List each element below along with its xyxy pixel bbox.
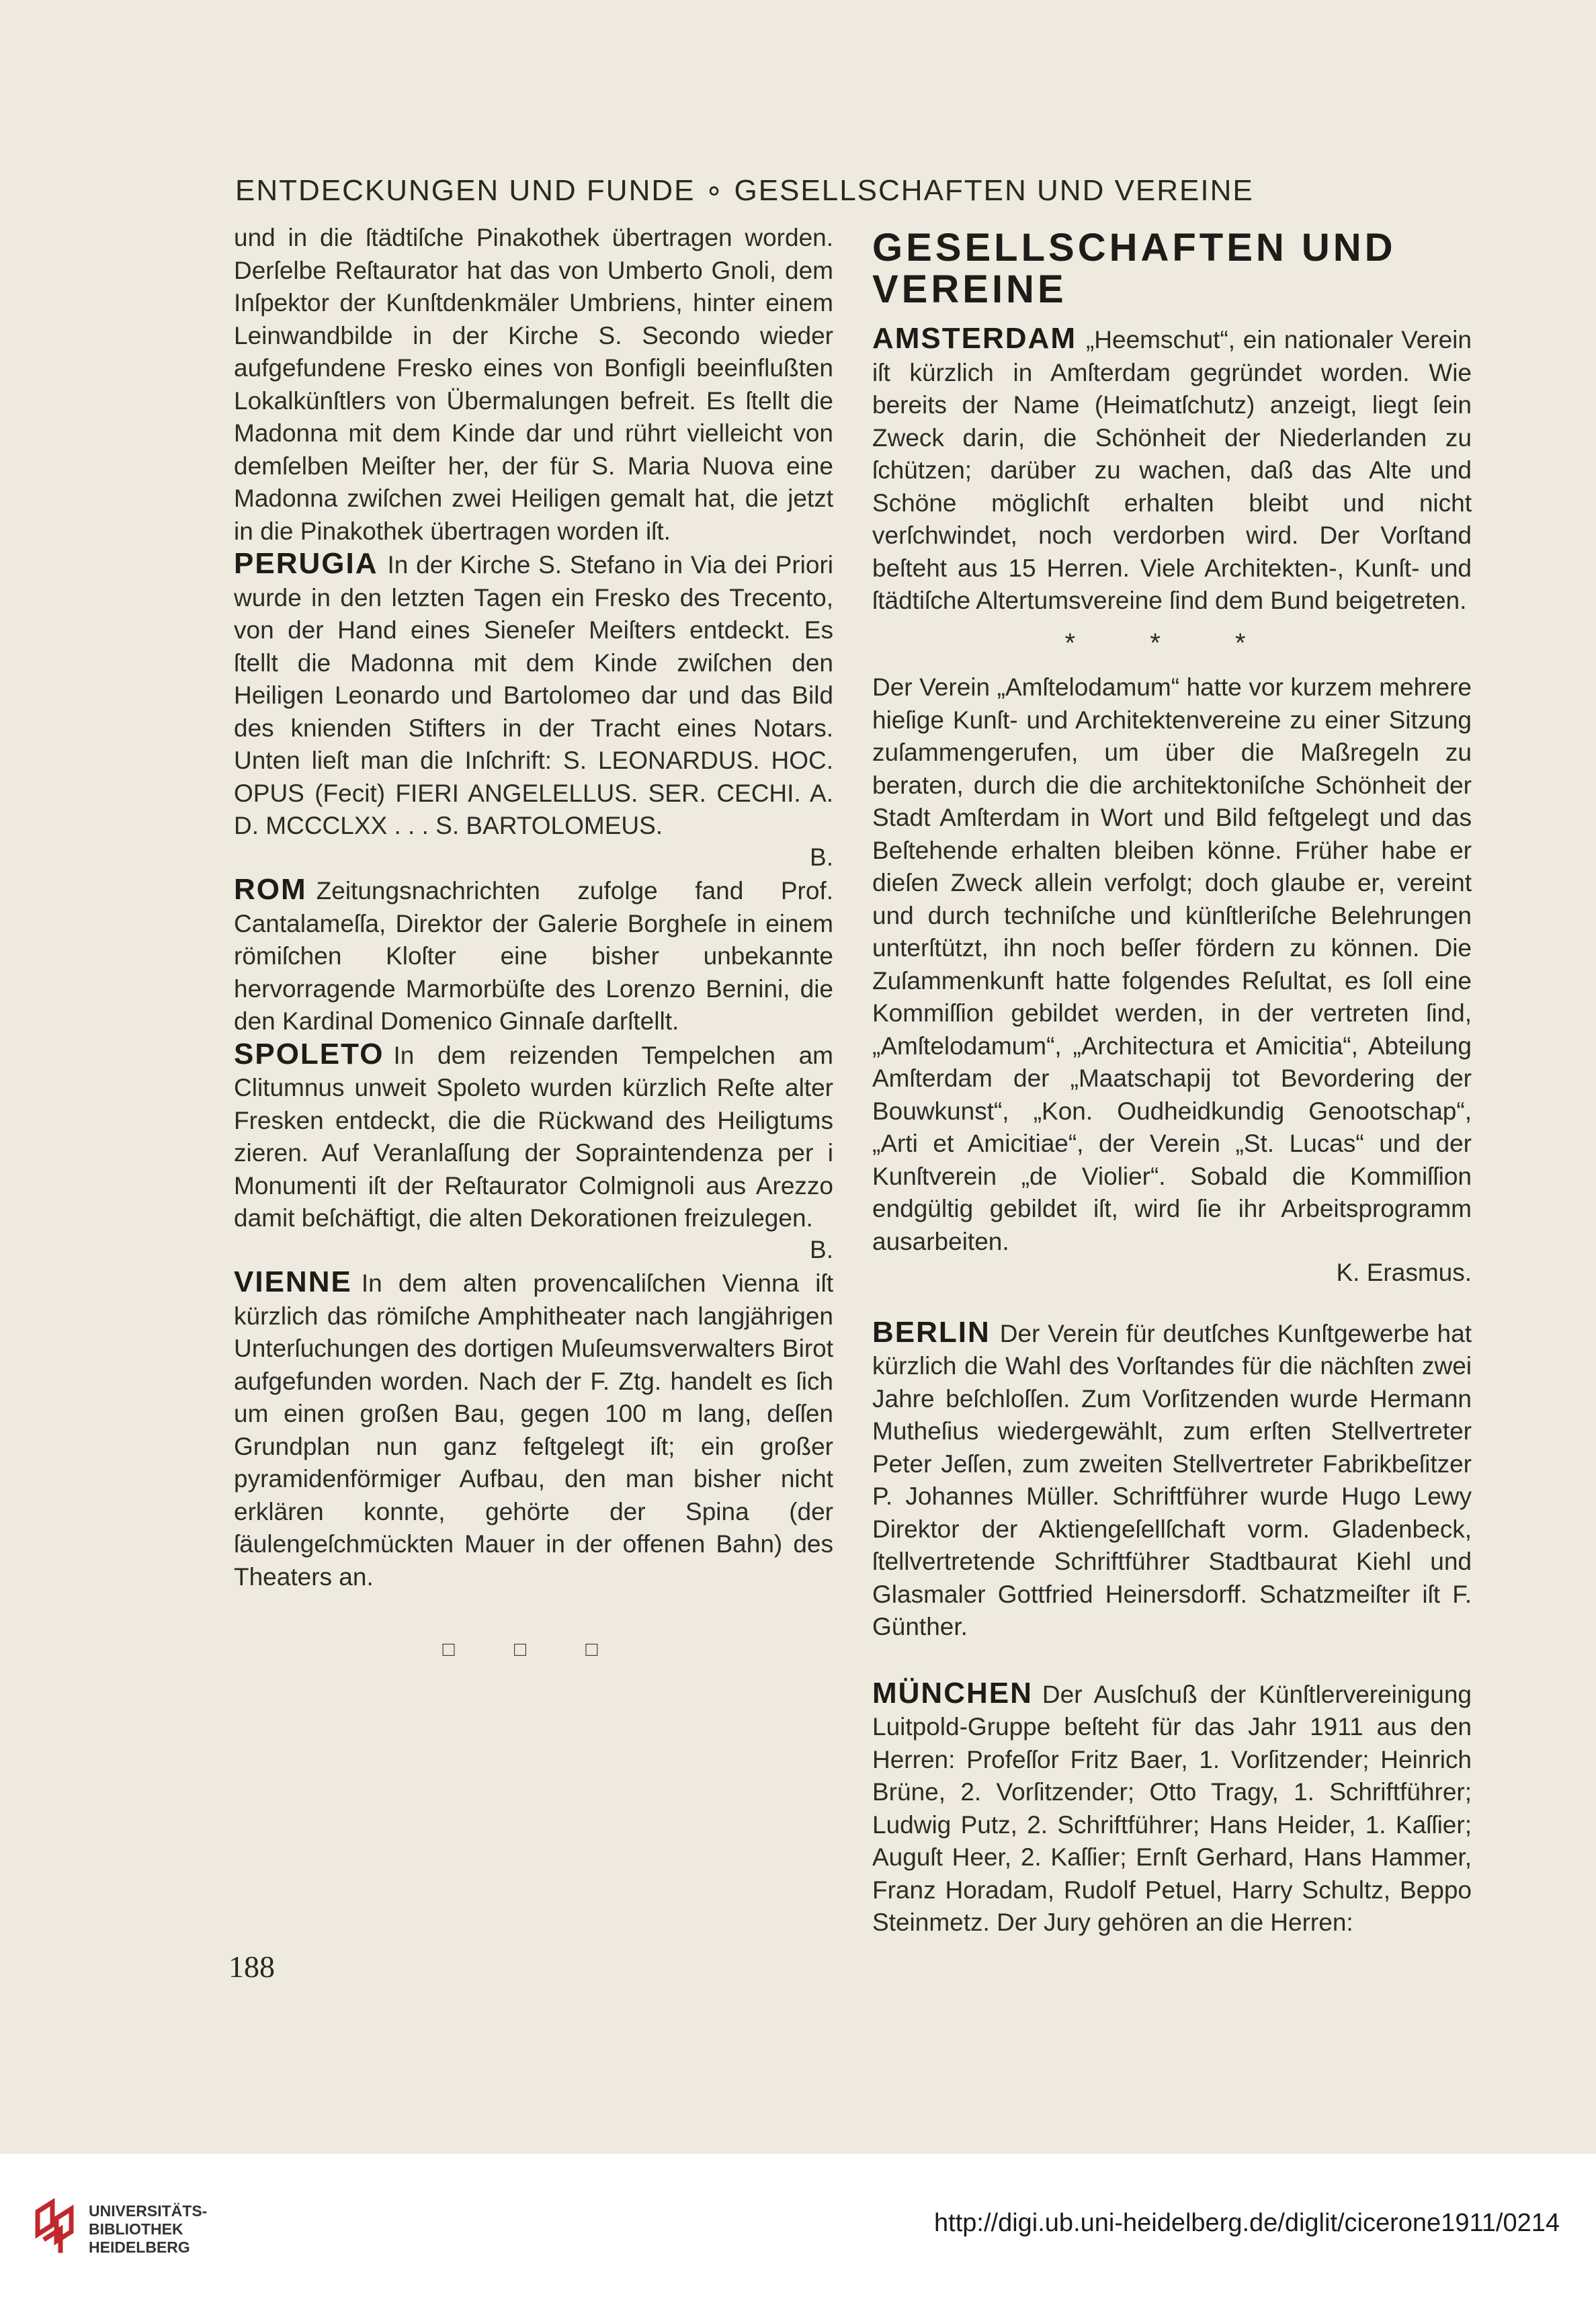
section-rom	[234, 874, 833, 1038]
section-end-ornament: □ □ □	[442, 1638, 625, 1661]
logo-line-2: BIBLIOTHEK	[89, 2220, 183, 2238]
place-heading-perugia: PERUGIA	[234, 547, 378, 580]
place-heading-vienne: VIENNE	[234, 1265, 352, 1298]
vienne-text: In dem alten provencaliſchen Vienna iſt kürzlich das römiſche Amphitheater nach langjährigen Unterſuchungen des dortigen Muſeumsverwalters Birot aufgefunden worden. Nach der F. Ztg. handelt es ſich um einen großen Bau, gegen 100 m lang, deſſen Grundplan nun ganz feſtgelegt iſt; ein großer pyramidenförmiger Aufbau, den man bisher nicht erklären konnte, gehörte der Spina (der ſäulengeſchmückten Mauer in der offenen Bahn) des Theaters an.	[234, 1269, 833, 1591]
left-column	[234, 222, 833, 1667]
logo-line-1: UNIVERSITÄTS-	[89, 2202, 208, 2220]
source-url-link[interactable]: http://digi.ub.uni-heidelberg.de/diglit/cicerone1911/0214	[934, 2209, 1560, 2237]
place-heading-muenchen: MÜNCHEN	[872, 1676, 1033, 1710]
place-heading-berlin: BERLIN	[872, 1315, 991, 1349]
page-number: 188	[228, 1949, 275, 1984]
section-vienne	[234, 1266, 833, 1593]
section-muenchen	[872, 1677, 1472, 1939]
perugia-text: In der Kirche S. Stefano in Via dei Priori wurde in den letzten Tagen ein Fresko des Trecento, von der Hand eines Sieneſer Meiſters entdeckt. Es ſtellt die Madonna mit dem Kinde zwiſchen den Heiligen Leonardo und Bartolomeo dar und das Bild des knienden Stifters in der Tracht eines Notars. Unten lieſt man die Inſchrift: S. LEONARDUS. HOC. OPUS (Fecit) FIERI ANGELELLUS. SER. CECHI. A. D. MCCCLXX . . . S. BARTOLOMEUS.	[234, 551, 833, 839]
library-logo-icon	[32, 2198, 79, 2255]
place-heading-spoleto: SPOLETO	[234, 1037, 384, 1071]
rom-text: Zeitungsnachrichten zufolge fand Prof. Cantalameſſa, Direktor der Galerie Borgheſe in einem römiſchen Kloſter eine bisher unbekannte hervorragende Marmorbüſte des Lorenzo Bernini, die den Kardinal Domenico Ginnaſe darſtellt.	[234, 877, 833, 1035]
amstelodamum-signature: K. Erasmus.	[1336, 1259, 1472, 1286]
spoleto-signature: B.	[810, 1235, 833, 1263]
running-head: ENTDECKUNGEN UND FUNDE ∘ GESELLSCHAFTEN UND VEREINE	[235, 174, 1254, 207]
place-heading-amsterdam: AMSTERDAM	[872, 322, 1077, 355]
amsterdam-text: „Heemschut“, ein nationaler Verein iſt kürzlich in Amſterdam gegründet worden. Wie bereits der Name (Heimatſchutz) anzeigt, liegt ſein Zweck darin, die Schönheit der Niederlanden zu ſchützen; darüber zu wachen, daß das Alte und Schöne möglichſt erhalten bleibt und nicht verſchwindet, noch verdorben wird. Der Vorſtand beſteht aus 15 Herren. Viele Architekten-, Kunſt- und ſtädtiſche Altertumsvereine ſind dem Bund beigetreten.	[872, 326, 1472, 614]
amstelodamum-paragraph	[872, 671, 1472, 1290]
berlin-text: Der Verein für deutſches Kunſtgewerbe hat kürzlich die Wahl des Vorſtandes für die nächſten zwei Jahre beſchloſſen. Zum Vorſitzenden wurde Hermann Mutheſius wiedergewählt, zum erſten Stellvertreter Peter Jeſſen, zum zweiten Stellvertreter Fabrikbeſitzer P. Johannes Müller. Schriftführer wurde Hugo Lewy Direktor der Aktiengeſellſchaft vorm. Gladenbeck, ſtellvertretende Schriftführer Stadtbaurat Kiehl und Glasmaler Gottfried Heinersdorff. Schatzmeiſter iſt F. Günther.	[872, 1319, 1472, 1640]
digitization-footer	[0, 2154, 1596, 2307]
logo-line-3: HEIDELBERG	[89, 2238, 190, 2256]
intro-paragraph: und in die ſtädtiſche Pinakothek übertragen worden. Derſelbe Reſtaurator hat das von Umberto Gnoli, dem Inſpektor der Kunſtdenkmäler Umbriens, hinter einem Leinwandbilde in der Kirche S. Secondo wieder aufgefundene Fresko eines von Bonfigli beeinflußten Lokalkünſtlers von Übermalungen befreit. Es ſtellt die Madonna mit dem Kinde dar und rührt vielleicht von demſelben Meiſter her, der für S. Maria Nuova eine Madonna zwiſchen zwei Heiligen gemalt hat, die jetzt in die Pinakothek übertragen worden iſt.	[234, 224, 833, 545]
asterism-divider: * * *	[1064, 628, 1279, 658]
section-title: GESELLSCHAFTEN UND VEREINE	[872, 226, 1396, 311]
library-logo-text	[89, 2202, 207, 2257]
section-perugia	[234, 548, 833, 874]
spoleto-text: In dem reizenden Tempelchen am Clitumnus unweit Spoleto wurden kürzlich Reſte alter Fresken entdeckt, die die Rückwand des Heiligtums zieren. Auf Veranlaſſung der Sopraintendenza per i Monumenti iſt der Reſtaurator Colmignoli aus Arezzo damit beſchäftigt, die alten Dekorationen freizulegen.	[234, 1041, 833, 1232]
muenchen-text: Der Ausſchuß der Künſtlervereinigung Luitpold-Gruppe beſteht für das Jahr 1911 aus den Herren: Profeſſor Fritz Baer, 1. Vorſitzender; Heinrich Brüne, 2. Vorſitzender; Otto Tragy, 1. Schriftführer; Ludwig Putz, 2. Schriftführer; Hans Heider, 1. Kaſſier; Auguſt Heer, 2. Kaſſier; Ernſt Gerhard, Hans Hammer, Franz Horadam, Rudolf Petuel, Harry Schultz, Beppo Steinmetz. Der Jury gehören an die Herren:	[872, 1680, 1472, 1936]
section-amsterdam	[872, 323, 1472, 618]
place-heading-rom: ROM	[234, 873, 307, 906]
logo-mark-shapes	[38, 2202, 71, 2251]
section-berlin	[872, 1316, 1472, 1644]
section-spoleto	[234, 1038, 833, 1267]
amstelodamum-text: Der Verein „Amſtelodamum“ hatte vor kurzem mehrere hieſige Kunſt- und Architektenvereine zu einer Sitzung zuſammengerufen, um über die Maßregeln zu beraten, durch die die architektoniſche Schönheit der Stadt Amſterdam in Wort und Bild feſtgelegt und das Beſtehende erhalten bleiben könne. Früher habe er dieſen Zweck allein verfolgt; doch glaube er, vereint und durch techniſche und künſtleriſche Belehrungen unterſtützt, ihn noch beſſer fördern zu können. Die Zuſammenkunft hatte folgendes Reſultat, es ſoll eine Kommiſſion gebildet werden, in der vertreten ſind, „Amſtelodamum“, „Architectura et Amicitia“, Abteilung Amſterdam der „Maatschapij tot Bevordering der Bouwkunst“, „Kon. Oudheidkundig Genootschap“, „Arti et Amicitiae“, der Verein „St. Lucas“ und der Kunſtverein „de Violier“. Sobald die Kommiſſion endgültig gebildet iſt, wird ſie ihr Arbeitsprogramm ausarbeiten.	[872, 673, 1472, 1255]
perugia-signature: B.	[810, 843, 833, 871]
right-column	[872, 222, 1472, 1939]
